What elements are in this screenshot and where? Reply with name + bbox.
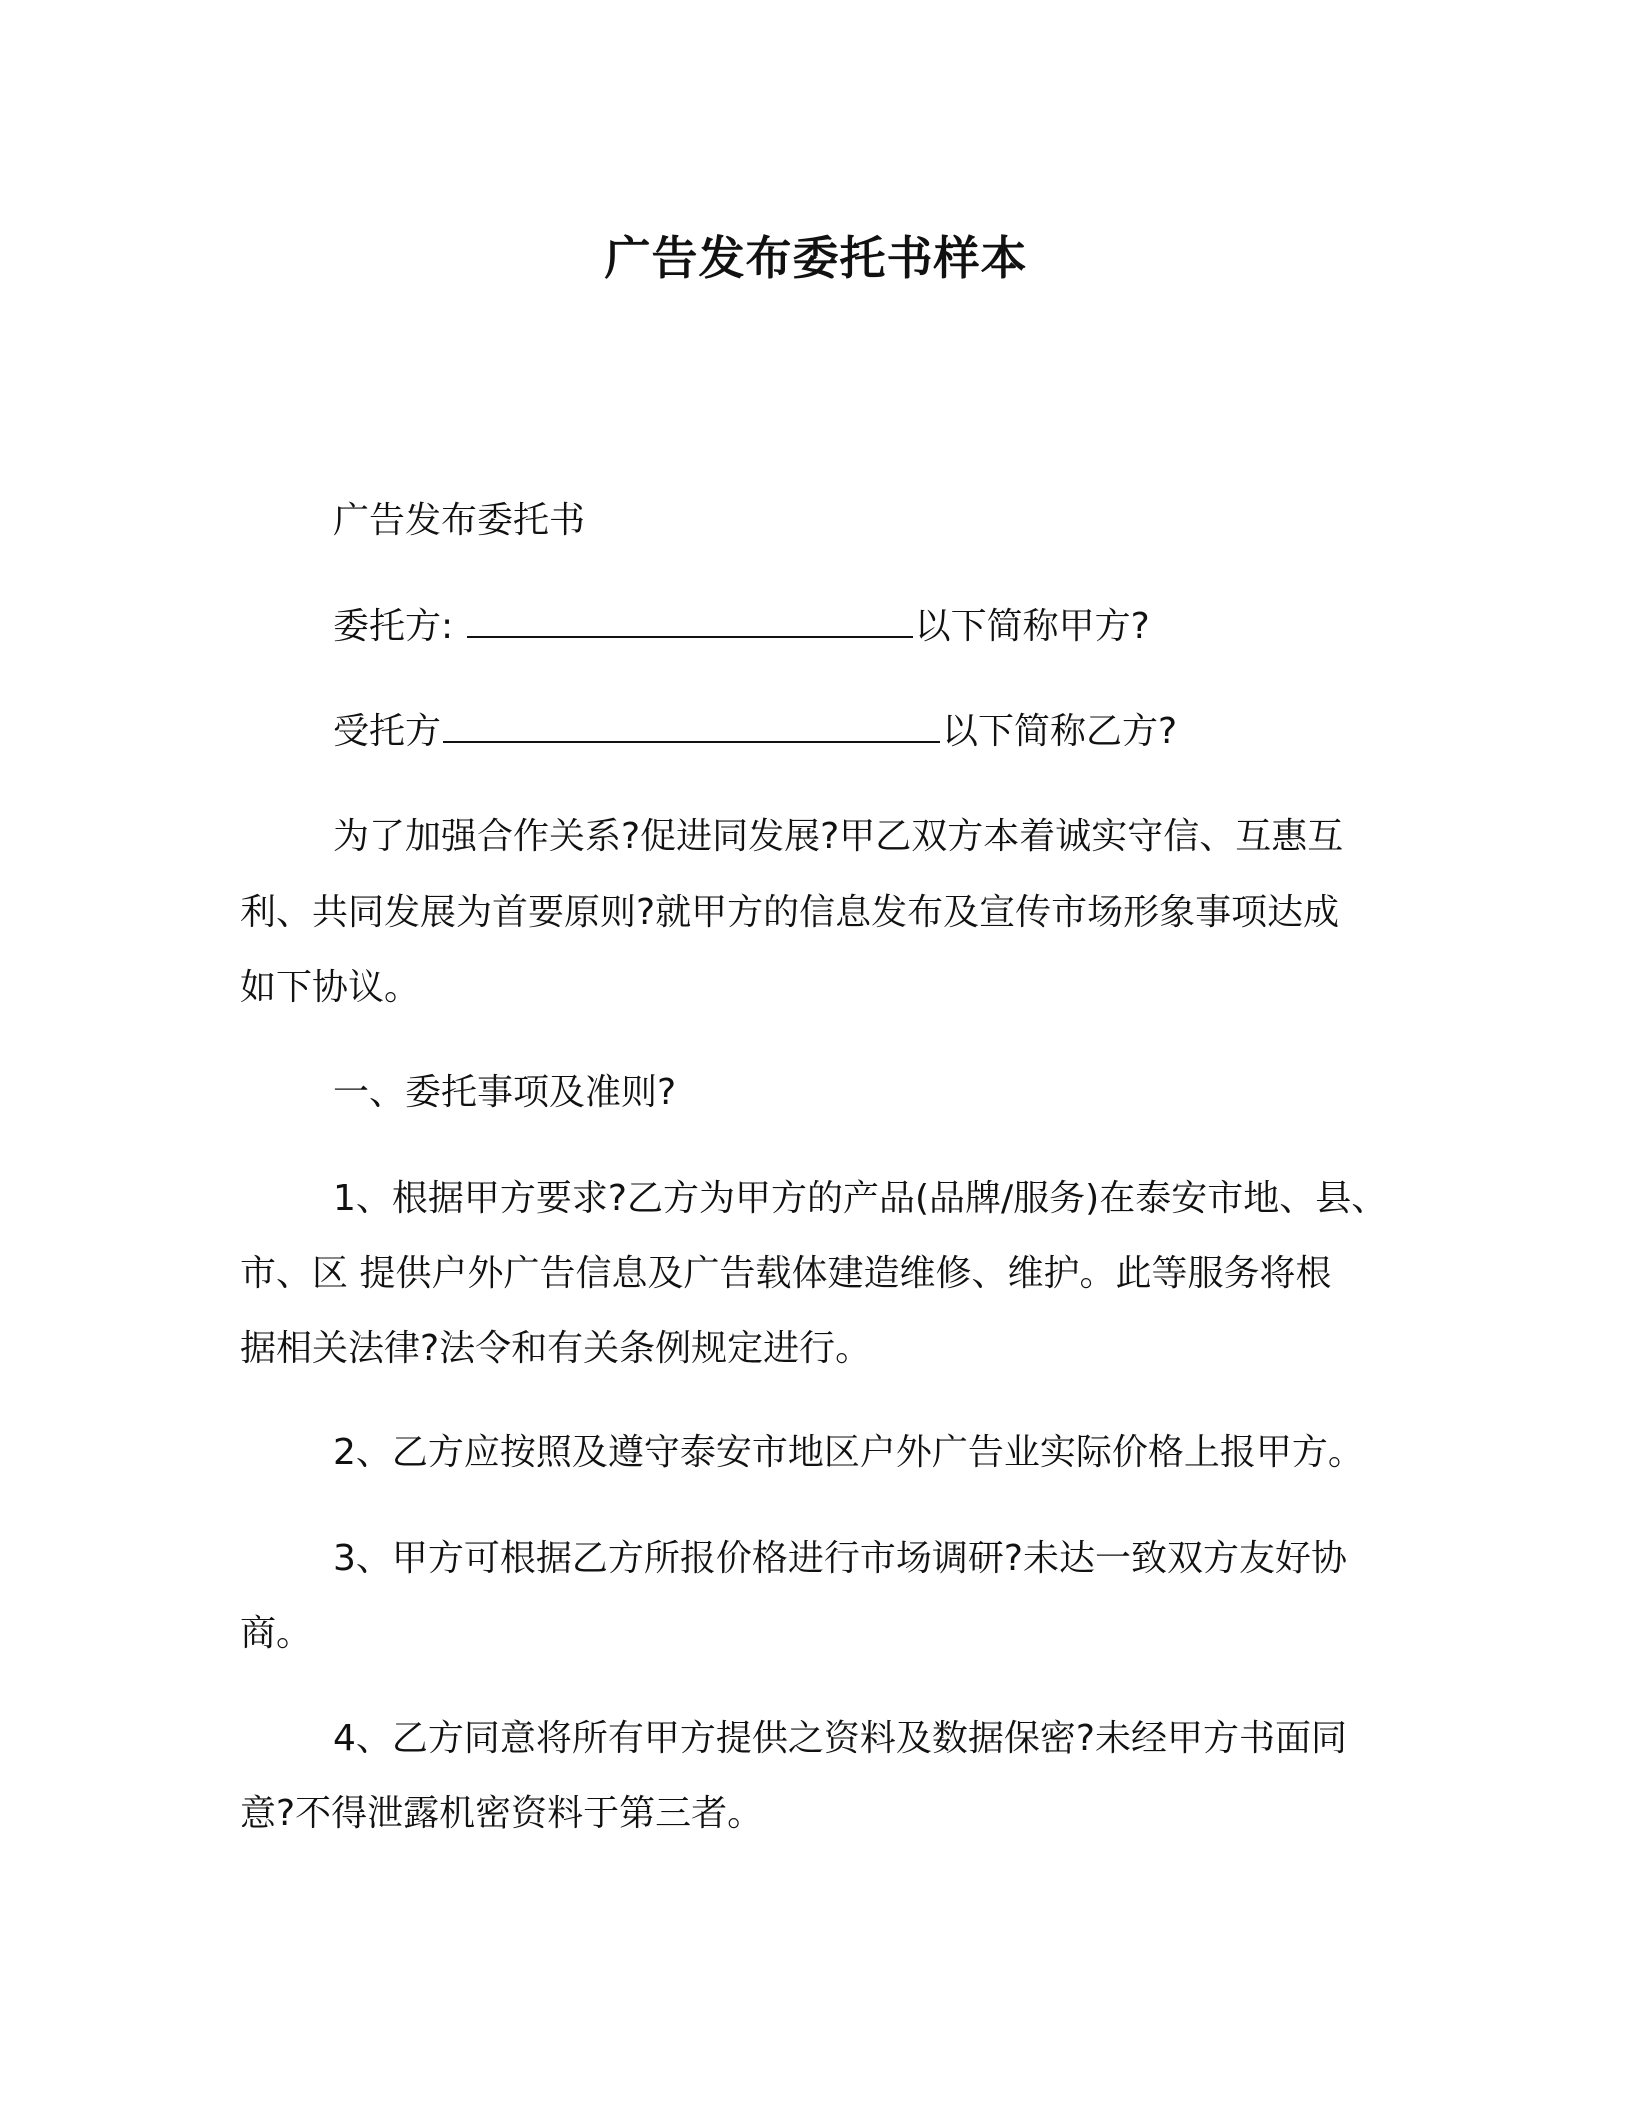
document-subtitle: 广告发布委托书 [333, 500, 586, 541]
item-4-line-1: 4、乙方同意将所有甲方提供之资料及数据保密?未经甲方书面同 [333, 1718, 1348, 1759]
intro-line-2: 利、共同发展为首要原则?就甲方的信息发布及宣传市场形象事项达成 [240, 892, 1340, 933]
item-2-line-1: 2、乙方应按照及遵守泰安市地区户外广告业实际价格上报甲方。 [333, 1432, 1364, 1473]
item-1-line-1: 1、根据甲方要求?乙方为甲方的产品(品牌/服务)在泰安市地、县、 [333, 1178, 1388, 1219]
section-1-heading: 一、委托事项及准则? [333, 1072, 677, 1113]
item-3-line-1: 3、甲方可根据乙方所报价格进行市场调研?未达一致双方友好协 [333, 1538, 1348, 1579]
intro-line-1: 为了加强合作关系?促进同发展?甲乙双方本着诚实守信、互惠互 [333, 816, 1344, 857]
intro-line-3: 如下协议。 [240, 967, 421, 1008]
agent-suffix: 以下简称乙方? [942, 711, 1178, 752]
client-line [333, 598, 1150, 649]
agent-label: 受托方 [333, 711, 442, 752]
agent-blank [443, 739, 940, 743]
client-blank [467, 634, 913, 638]
document-title: 广告发布委托书样本 [604, 231, 1028, 285]
agent-line [333, 703, 1177, 754]
item-1-line-3: 据相关法律?法令和有关条例规定进行。 [240, 1328, 872, 1369]
client-label: 委托方: [333, 606, 454, 647]
client-suffix: 以下简称甲方? [914, 606, 1150, 647]
item-3-line-2: 商。 [240, 1613, 313, 1654]
item-1-line-2: 市、区 提供户外广告信息及广告载体建造维修、维护。此等服务将根 [240, 1253, 1332, 1294]
item-4-line-2: 意?不得泄露机密资料于第三者。 [240, 1793, 764, 1834]
